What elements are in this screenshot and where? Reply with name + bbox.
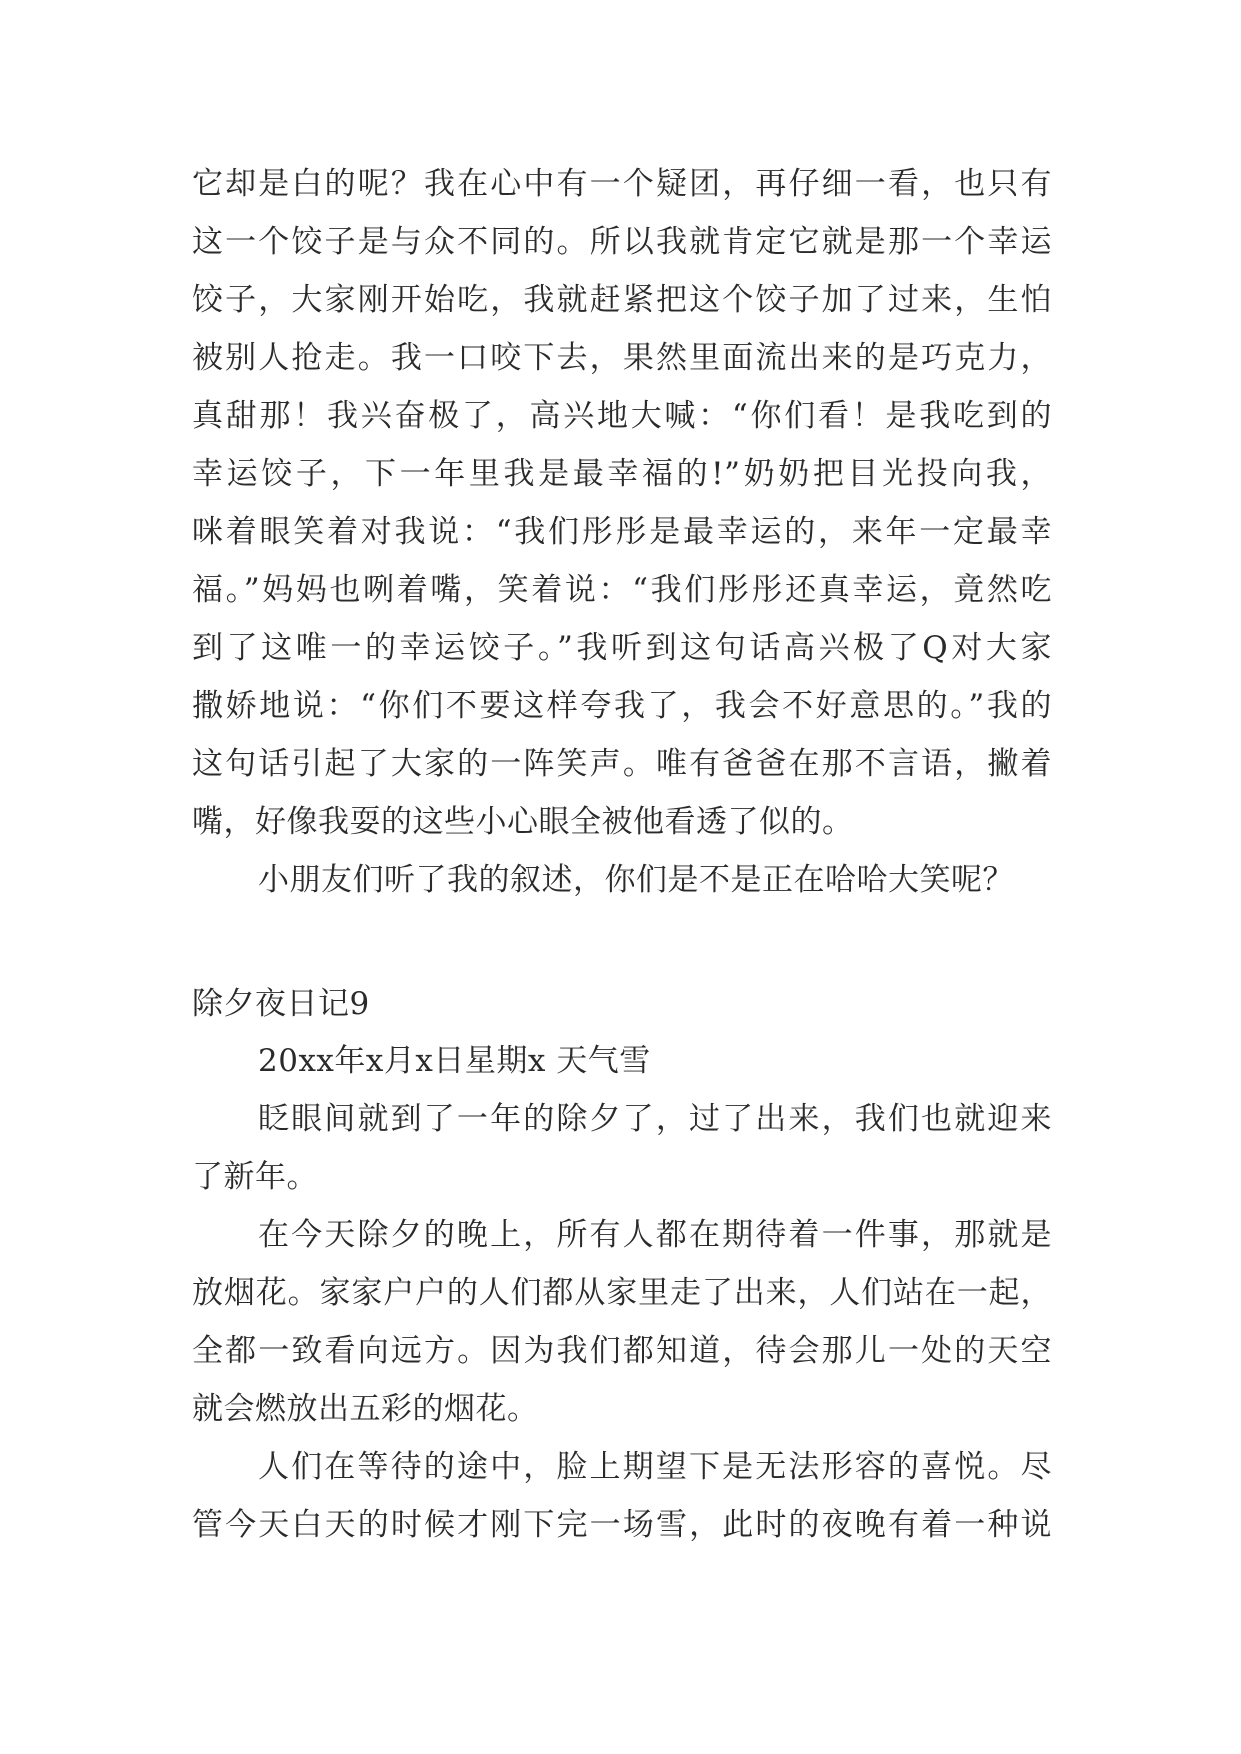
text-line: 放烟花。家家户户的人们都从家里走了出来，人们站在一起， <box>192 1275 1052 1311</box>
text-line: 到了这唯一的幸运饺子。”我听到这句话高兴极了Q对大家 <box>192 630 1052 666</box>
text-line: 眨眼间就到了一年的除夕了，过了出来，我们也就迎来 <box>258 1101 1052 1137</box>
text-line: 真甜那！我兴奋极了，高兴地大喊：“你们看！是我吃到的 <box>192 398 1052 434</box>
text-line: 福。”妈妈也咧着嘴，笑着说：“我们彤彤还真幸运，竟然吃 <box>192 572 1052 608</box>
diary-body <box>192 1032 1052 1554</box>
diary-date-line: 20xx年x月x日星期x 天气雪 <box>258 1043 651 1079</box>
diary-title: 除夕夜日记9 <box>192 986 370 1022</box>
text-line: 它却是白的呢？我在心中有一个疑团，再仔细一看，也只有 <box>192 166 1052 202</box>
text-line: 饺子，大家刚开始吃，我就赶紧把这个饺子加了过来，生怕 <box>192 282 1052 318</box>
text-line: 撒娇地说：“你们不要这样夸我了，我会不好意思的。”我的 <box>192 688 1052 724</box>
story-paragraph <box>192 155 1052 909</box>
text-line: 咪着眼笑着对我说：“我们彤彤是最幸运的，来年一定最幸 <box>192 514 1052 550</box>
text-line: 管今天白天的时候才刚下完一场雪，此时的夜晚有着一种说 <box>192 1507 1052 1543</box>
text-line: 全都一致看向远方。因为我们都知道，待会那儿一处的天空 <box>192 1333 1052 1369</box>
closing-line: 小朋友们听了我的叙述，你们是不是正在哈哈大笑呢？ <box>258 862 1014 898</box>
text-line: 幸运饺子，下一年里我是最幸福的!”奶奶把目光投向我， <box>192 456 1052 492</box>
text-line: 了新年。 <box>192 1159 318 1195</box>
text-line: 嘴，好像我耍的这些小心眼全被他看透了似的。 <box>192 804 854 840</box>
text-line: 人们在等待的途中，脸上期望下是无法形容的喜悦。尽 <box>258 1449 1052 1485</box>
diary-heading <box>192 975 1052 1033</box>
text-line: 这句话引起了大家的一阵笑声。唯有爸爸在那不言语，撇着 <box>192 746 1052 782</box>
text-line: 这一个饺子是与众不同的。所以我就肯定它就是那一个幸运 <box>192 224 1052 260</box>
text-line: 就会燃放出五彩的烟花。 <box>192 1391 539 1427</box>
text-line: 在今天除夕的晚上，所有人都在期待着一件事，那就是 <box>258 1217 1052 1253</box>
text-line: 被别人抢走。我一口咬下去，果然里面流出来的是巧克力， <box>192 340 1052 376</box>
